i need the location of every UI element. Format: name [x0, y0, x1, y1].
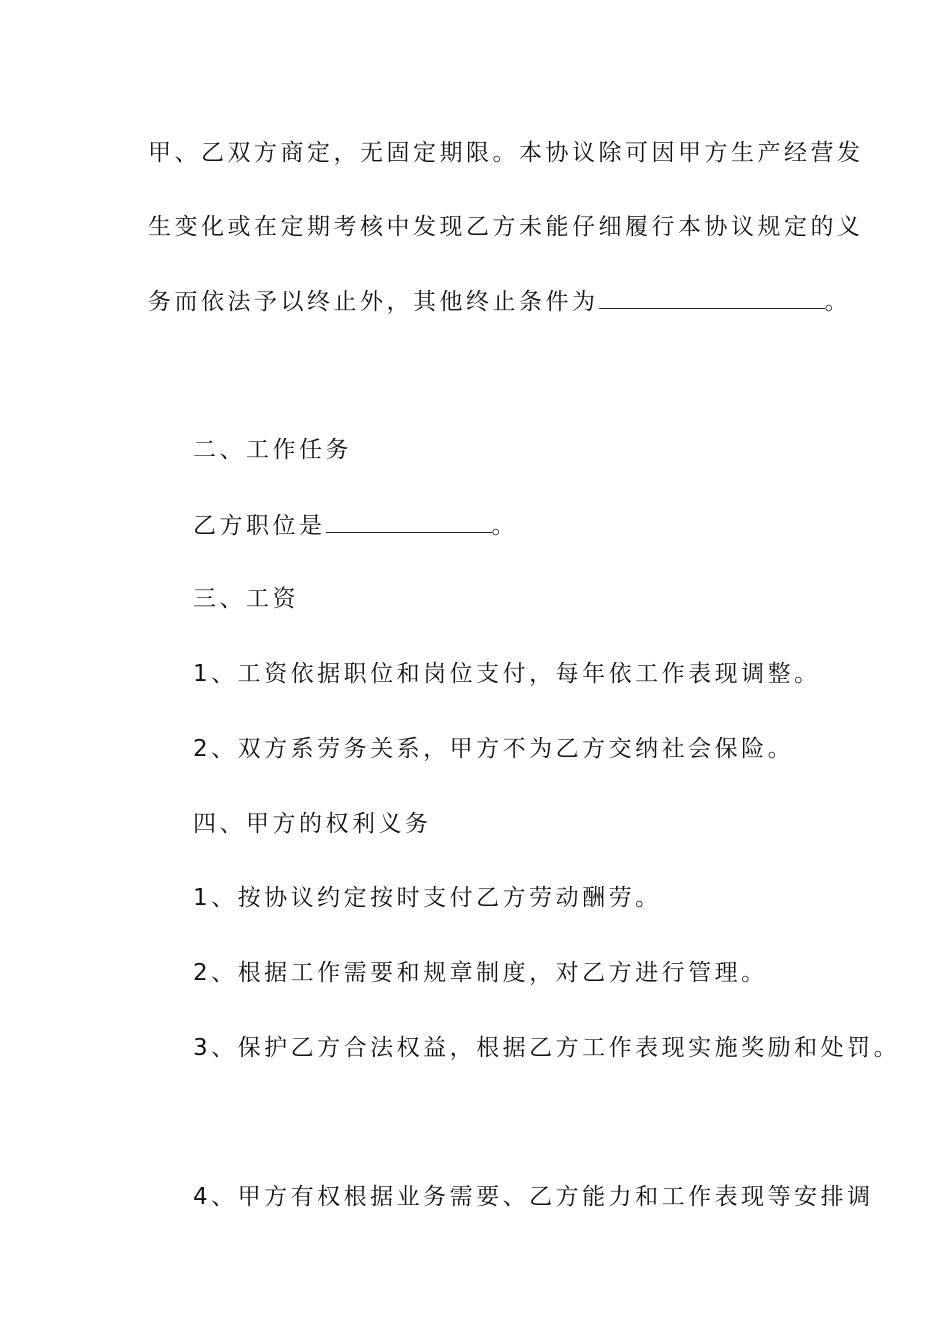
termination-text: 务而依法予以终止外，其他终止条件为	[148, 289, 599, 315]
section-heading-work-task: 二、工作任务	[193, 437, 352, 463]
position-period: 。	[491, 513, 518, 539]
position-line	[193, 510, 518, 541]
list-item: 4、甲方有权根据业务需要、乙方能力和工作表现等安排调	[193, 1184, 874, 1210]
paragraph-line: 生变化或在定期考核中发现乙方未能仔细履行本协议规定的义	[148, 214, 864, 240]
section-heading-salary: 三、工资	[193, 586, 299, 612]
section-heading-party-a-rights: 四、甲方的权利义务	[193, 811, 432, 837]
list-item: 1、按协议约定按时支付乙方劳动酬劳。	[193, 885, 662, 911]
position-label: 乙方职位是	[193, 513, 326, 539]
list-item: 2、根据工作需要和规章制度，对乙方进行管理。	[193, 960, 768, 986]
list-item: 1、工资依据职位和岗位支付，每年依工作表现调整。	[193, 661, 821, 687]
paragraph-line: 甲、乙双方商定，无固定期限。本协议除可因甲方生产经营发	[148, 140, 864, 166]
termination-conditions-blank[interactable]	[599, 286, 825, 309]
paragraph-line-with-blank	[148, 286, 851, 317]
termination-period: 。	[824, 289, 851, 315]
list-item: 3、保护乙方合法权益，根据乙方工作表现实施奖励和处罚。	[193, 1035, 901, 1061]
list-item: 2、双方系劳务关系，甲方不为乙方交纳社会保险。	[193, 736, 795, 762]
position-blank[interactable]	[326, 510, 492, 533]
